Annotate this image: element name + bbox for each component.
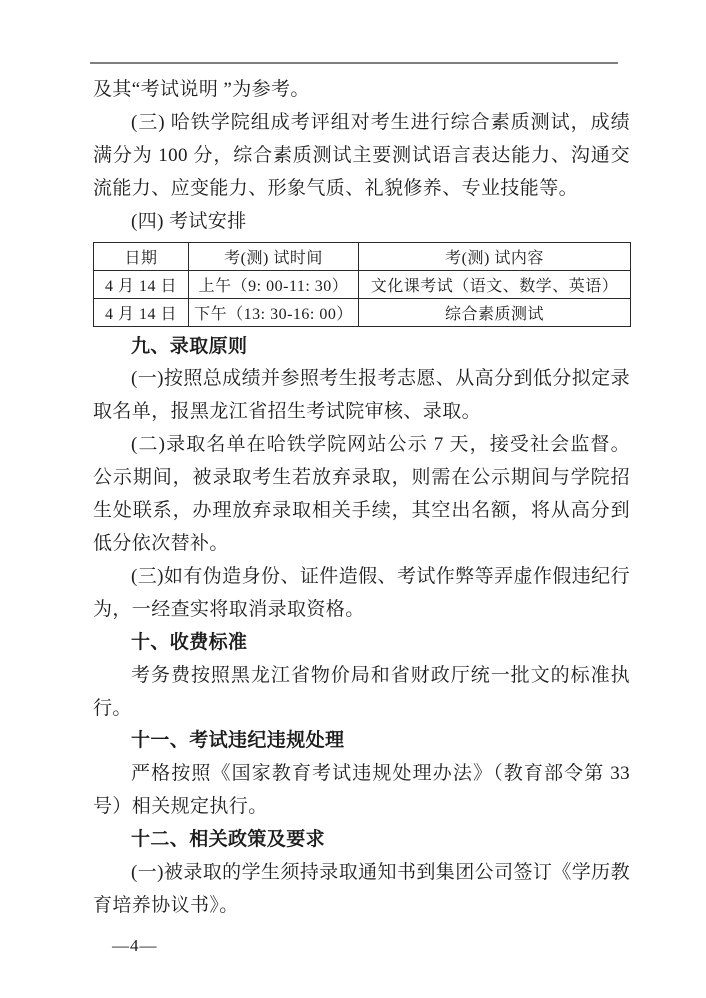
section-heading-11-violation-handling: 十一、考试违纪违规处理 <box>131 730 345 752</box>
paragraph-violation: 严格按照《国家教育考试违规处理办法》（教育部令第 33 号）相关规定执行。 <box>93 763 630 818</box>
paragraph-admission-3: (三)如有伪造身份、证件造假、考试作弊等弄虚作假违纪行为，一经查实将取消录取资格。 <box>93 565 630 620</box>
table-cell-time: 下午（13: 30-16: 00） <box>189 298 359 326</box>
table-header-row <box>94 242 631 270</box>
table-header-time: 考(测) 试时间 <box>189 242 359 270</box>
paragraph-fee: 考务费按照黑龙江省物价局和省财政厅统一批文的标准执行。 <box>93 664 630 719</box>
section-heading-12-policies: 十二、相关政策及要求 <box>131 829 326 851</box>
paragraph-item-3-quality-test: (三) 哈铁学院组成考评组对考生进行综合素质测试，成绩满分为 100 分，综合素质测试主要测试语言表达能力、沟通交流能力、应变能力、形象气质、礼貌修养、专业技能等。 <box>93 111 630 199</box>
table-cell-content: 综合素质测试 <box>359 298 631 326</box>
page-number: —4— <box>112 936 158 955</box>
section-heading-9-admission-principles: 九、录取原则 <box>131 335 248 357</box>
table-header-date: 日期 <box>94 242 189 270</box>
header-rule <box>90 62 618 64</box>
exam-schedule-table <box>93 242 631 327</box>
section-heading-10-fee-standard: 十、收费标准 <box>131 631 248 653</box>
paragraph-policy-1: (一)被录取的学生须持录取通知书到集团公司签订《学历教育培养协议书》。 <box>93 862 630 916</box>
paragraph-admission-1: (一)按照总成绩并参照考生报考志愿、从高分到低分拟定录取名单，报黑龙江省招生考试院审核、录取。 <box>93 368 630 423</box>
table-row <box>94 270 631 298</box>
table-cell-time: 上午（9: 00-11: 30） <box>189 270 359 298</box>
table-header-content: 考(测) 试内容 <box>359 242 631 270</box>
paragraph-continuation: 及其“考试说明 ”为参考。 <box>93 79 310 100</box>
document-body <box>93 74 630 923</box>
table-cell-date: 4 月 14 日 <box>94 298 189 326</box>
paragraph-item-4-exam-schedule-label: (四) 考试安排 <box>131 210 247 232</box>
table-row <box>94 298 631 326</box>
table-cell-content: 文化课考试（语文、数学、英语） <box>359 270 631 298</box>
table-cell-date: 4 月 14 日 <box>94 270 189 298</box>
paragraph-admission-2: (二)录取名单在哈铁学院网站公示 7 天，接受社会监督。公示期间，被录取考生若放弃录取，则需在公示期间与学院招生处联系，办理放弃录取相关手续，其空出名额，将从高分到低分依次替补。 <box>93 434 630 554</box>
